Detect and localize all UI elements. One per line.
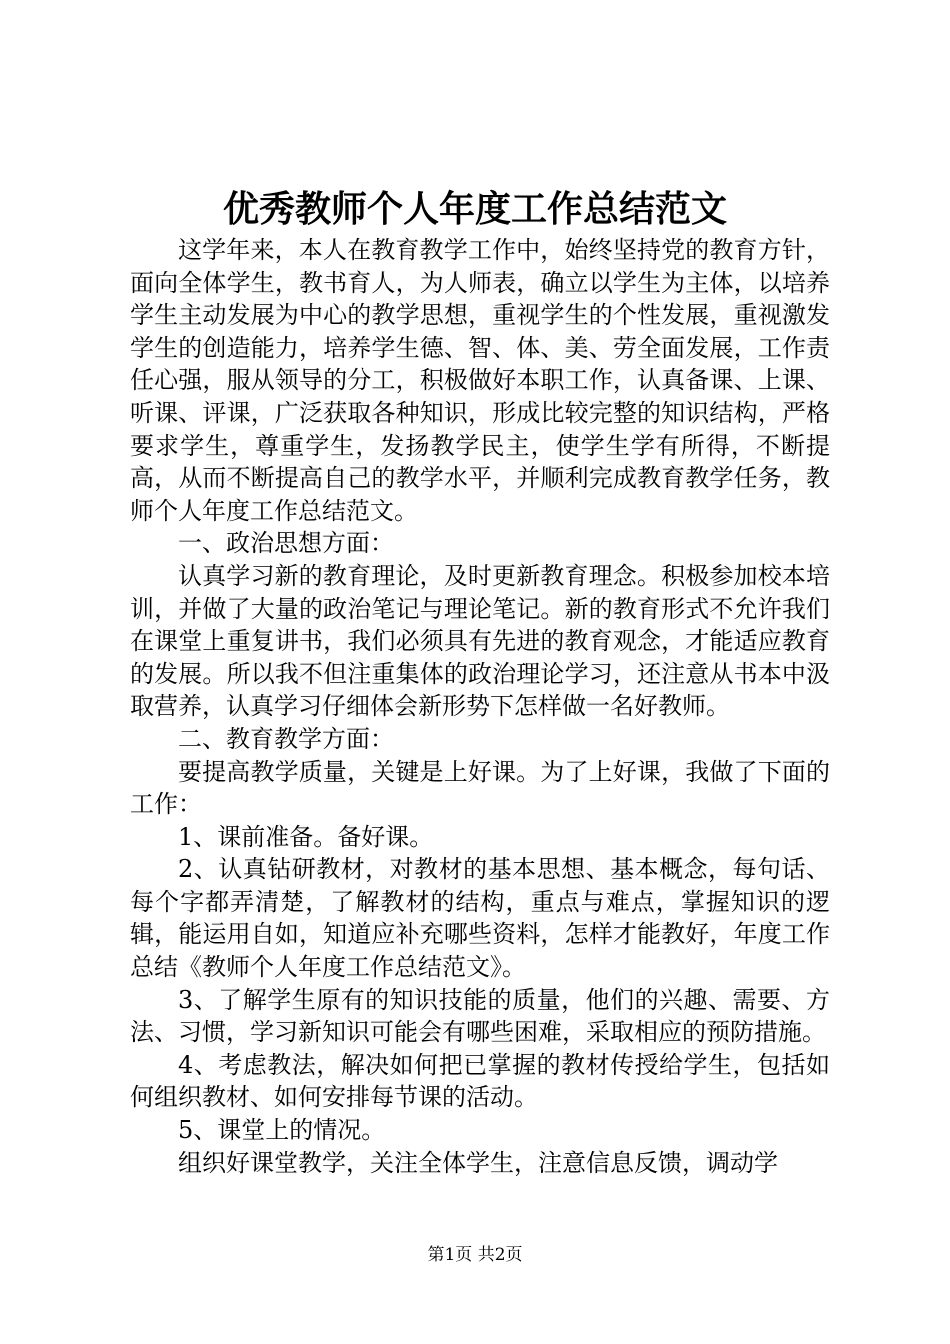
list-item-2: 2、认真钻研教材，对教材的基本思想、基本概念，每句话、每个字都弄清楚，了解教材的结构，重点与难点，掌握知识的逻辑，能运用自如，知道应补充哪些资料，怎样才能教好，年度工作总结《教师个人年度工作总结范文》。 — [130, 855, 830, 982]
paragraph-classroom: 组织好课堂教学，关注全体学生，注意信息反馈，调动学 — [178, 1148, 778, 1177]
page-footer: 第1页 共2页 — [427, 1245, 523, 1265]
document-body — [130, 234, 830, 1179]
list-item-4: 4、考虑教法，解决如何把已掌握的教材传授给学生，包括如何组织教材、如何安排每节课的活动。 — [130, 1050, 830, 1112]
paragraph-political: 认真学习新的教育理论，及时更新教育理念。积极参加校本培训，并做了大量的政治笔记与理论笔记。新的教育形式不允许我们在课堂上重复讲书，我们必须具有先进的教育观念，才能适应教育的发展。所以我不但注重集体的政治理论学习，还注意从书本中汲取营养，认真学习仔细体会新形势下怎样做一名好教师。 — [130, 561, 830, 721]
heading-political: 一、政治思想方面： — [178, 529, 394, 558]
paragraph-teaching: 要提高教学质量，关键是上好课。为了上好课，我做了下面的工作： — [130, 757, 830, 819]
document-title: 优秀教师个人年度工作总结范文 — [222, 188, 727, 230]
list-item-1: 1、课前准备。备好课。 — [178, 822, 434, 851]
list-item-5: 5、课堂上的情况。 — [178, 1116, 386, 1145]
paragraph-intro: 这学年来，本人在教育教学工作中，始终坚持党的教育方针，面向全体学生，教书育人，为人师表，确立以学生为主体，以培养学生主动发展为中心的教学思想，重视学生的个性发展，重视激发学生的创造能力，培养学生德、智、体、美、劳全面发展，工作责任心强，服从领导的分工，积极做好本职工作，认真备课、上课、听课、评课，广泛获取各种知识，形成比较完整的知识结构，严格要求学生，尊重学生，发扬教学民主，使学生学有所得，不断提高，从而不断提高自己的教学水平，并顺利完成教育教学任务，教师个人年度工作总结范文。 — [130, 236, 830, 525]
list-item-3: 3、了解学生原有的知识技能的质量，他们的兴趣、需要、方法、习惯，学习新知识可能会有哪些困难，采取相应的预防措施。 — [130, 985, 830, 1047]
heading-teaching: 二、教育教学方面： — [178, 724, 394, 753]
